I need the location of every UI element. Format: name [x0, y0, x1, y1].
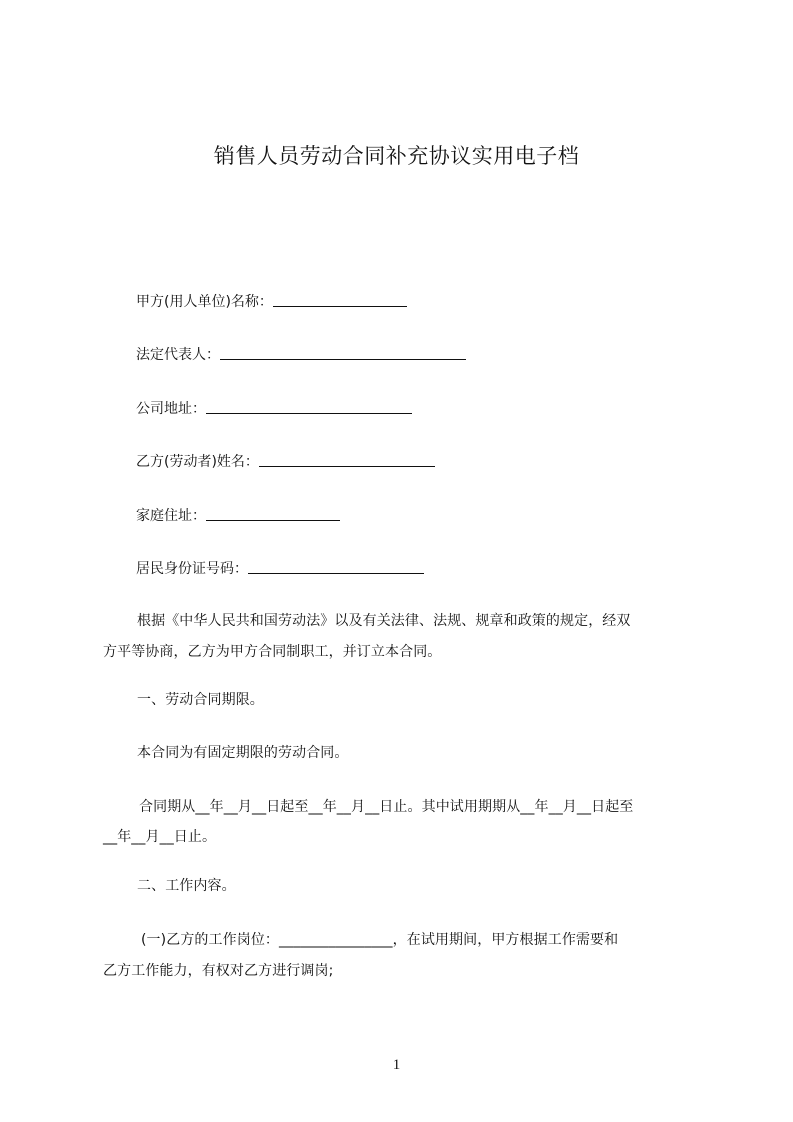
section-1-type: 本合同为有固定期限的劳动合同。	[137, 745, 349, 761]
party-a-name-blank[interactable]	[273, 292, 407, 307]
party-b-name-field	[136, 452, 435, 471]
id-number-blank[interactable]	[248, 559, 424, 574]
party-a-name-field	[136, 292, 407, 311]
document-title: 销售人员劳动合同补充协议实用电子档	[213, 144, 580, 168]
legal-rep-field	[136, 345, 466, 364]
section-1-period-paragraph	[103, 790, 703, 854]
party-b-name-blank[interactable]	[259, 452, 435, 467]
section-1-type-block	[103, 736, 703, 770]
company-address-field	[136, 399, 412, 418]
section-1-period-line-1: 合同期从__年__月__日起至__年__月__日止。其中试用期期从__年__月__日起至	[139, 799, 634, 815]
section-2-item-1-line-2: 乙方工作能力，有权对乙方进行调岗;	[103, 963, 334, 979]
section-2-heading-block	[103, 869, 703, 903]
party-b-name-label: 乙方(劳动者)姓名：	[136, 454, 259, 470]
intro-line-2: 方平等协商，乙方为甲方合同制职工，并订立本合同。	[103, 644, 442, 660]
home-address-field	[136, 506, 340, 525]
home-address-label: 家庭住址：	[136, 508, 206, 524]
section-1-heading-block	[103, 683, 703, 717]
company-address-label: 公司地址：	[136, 401, 206, 417]
page-number: 1	[392, 1057, 401, 1073]
intro-line-1: 根据《中华人民共和国劳动法》以及有关法律、法规、规章和政策的规定，经双	[137, 613, 631, 629]
section-2-heading: 二、工作内容。	[137, 878, 236, 894]
intro-paragraph	[103, 604, 703, 669]
id-number-label: 居民身份证号码：	[136, 561, 248, 577]
company-address-blank[interactable]	[206, 399, 412, 414]
section-1-period-line-2: __年__月__日止。	[103, 829, 217, 845]
section-2-item-1-paragraph	[103, 923, 703, 988]
id-number-field	[136, 559, 424, 578]
section-2-item-1-line-1: (一)乙方的工作岗位：________________，在试用期间，甲方根据工作需要和	[141, 932, 619, 948]
home-address-blank[interactable]	[206, 506, 340, 521]
party-a-name-label: 甲方(用人单位)名称：	[136, 294, 273, 310]
section-1-heading: 一、劳动合同期限。	[137, 692, 264, 708]
legal-rep-blank[interactable]	[220, 345, 466, 360]
legal-rep-label: 法定代表人：	[136, 347, 220, 363]
